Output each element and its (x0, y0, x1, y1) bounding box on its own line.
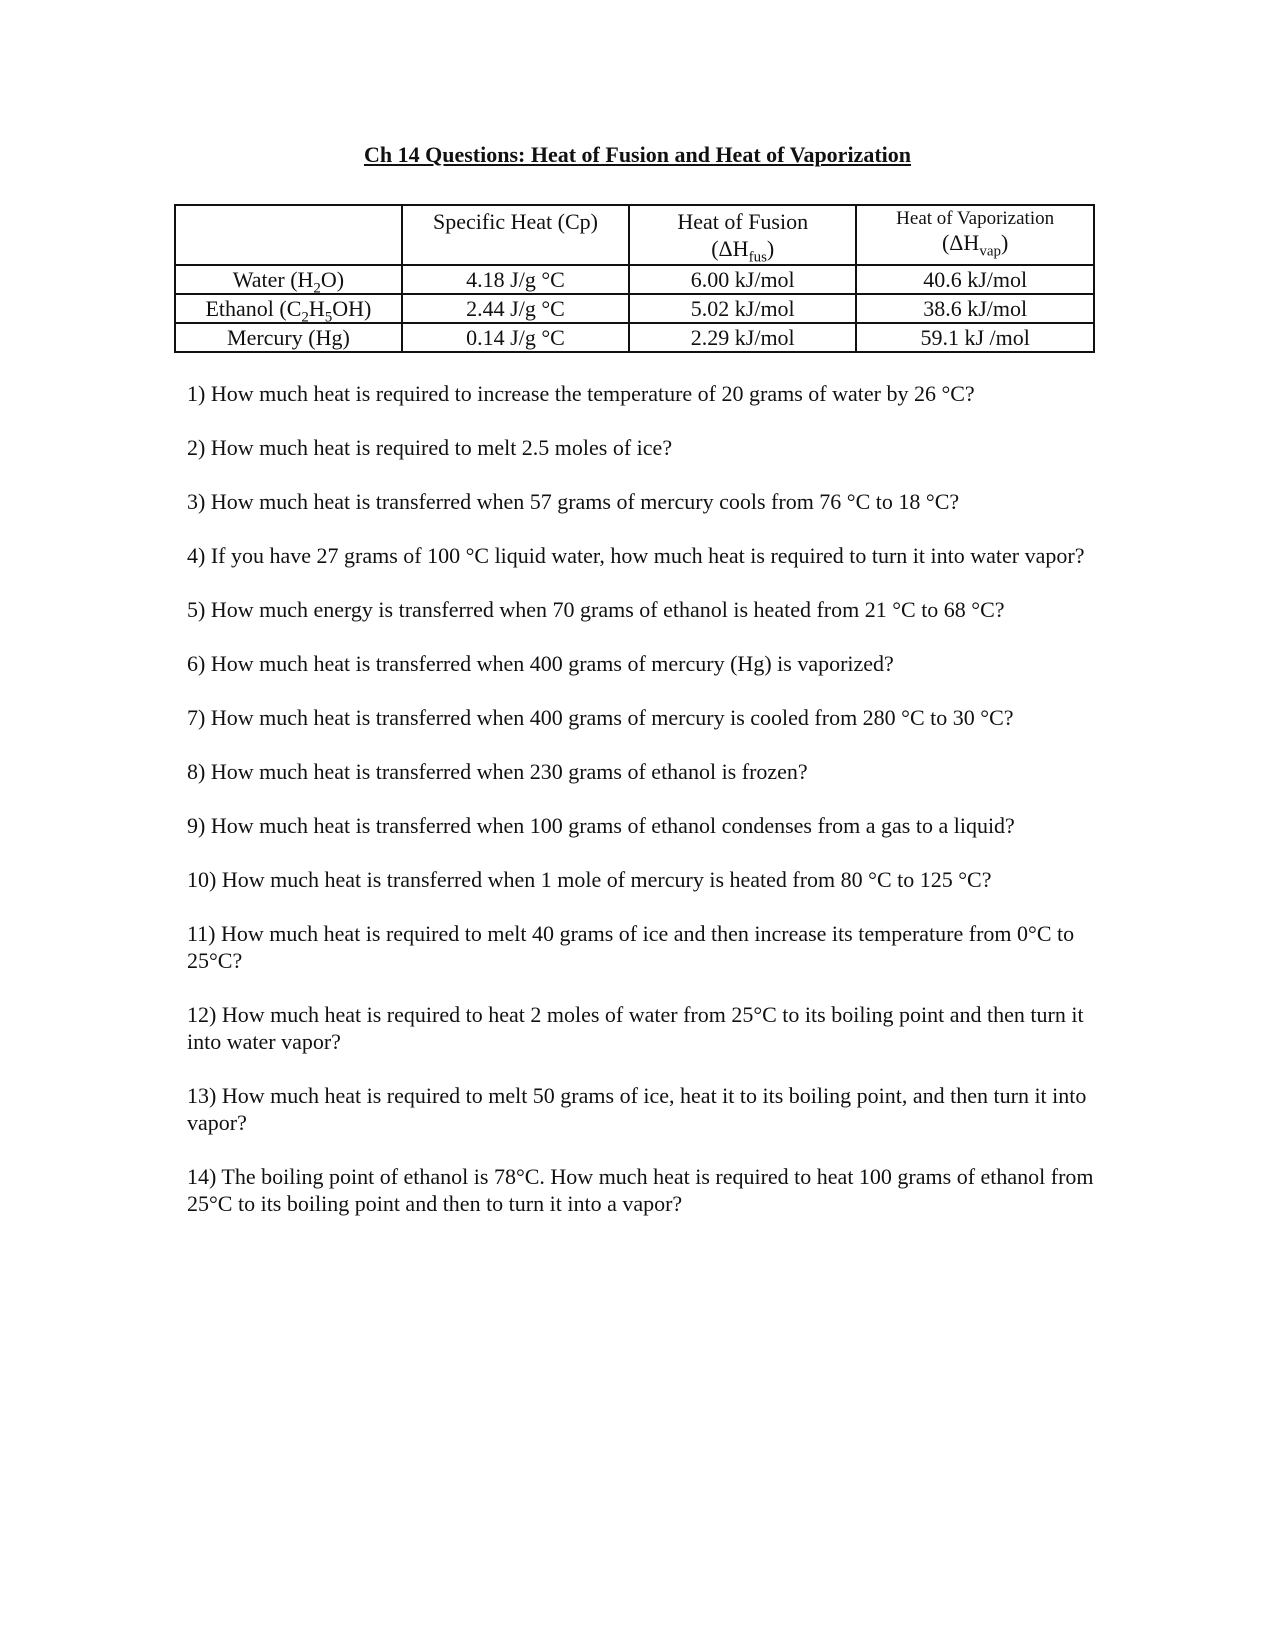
heat-of-fusion-cell: 2.29 kJ/mol (629, 323, 856, 352)
question-8: 8) How much heat is transferred when 230 grams of ethanol is frozen? (187, 759, 808, 784)
header-vaporization-label: Heat of Vaporization (896, 208, 1055, 229)
question-7: 7) How much heat is transferred when 400 grams of mercury is cooled from 280 °C to 30 °C? (187, 705, 1014, 730)
substance-name-cell: Ethanol $(C_2H_5OH)$ (175, 294, 402, 323)
question-13: 13) How much heat is required to melt 50 grams of ice, heat it to its boiling point, and then turn it into vapor? (187, 1083, 1087, 1135)
header-vaporization-sub: vap (979, 243, 1001, 260)
question-2: 2) How much heat is required to melt 2.5 moles of ice? (187, 435, 673, 460)
table-row-ethanol (175, 294, 1094, 323)
header-fusion-close: ) (766, 236, 775, 261)
question-list (187, 380, 1097, 1244)
heat-of-fusion-cell: 5.02 kJ/mol (629, 294, 856, 323)
header-vaporization-symbol: (ΔH (941, 230, 980, 255)
thermo-properties-table (174, 204, 1095, 353)
header-specific-heat: Specific Heat (Cp) (402, 205, 629, 265)
question-5: 5) How much energy is transferred when 70 grams of ethanol is heated from 21 °C to 68 °C? (187, 597, 1005, 622)
heat-of-vaporization-cell: 38.6 kJ/mol (856, 294, 1094, 323)
question-6: 6) How much heat is transferred when 400 grams of mercury (Hg) is vaporized? (187, 651, 894, 676)
substance-name-cell: Water $(H_2O)$ (175, 265, 402, 294)
table-row-mercury (175, 323, 1094, 352)
header-fusion-symbol: (ΔH (711, 236, 749, 261)
substance-name-cell: Mercury (Hg) (175, 323, 402, 352)
heat-of-vaporization-cell: 40.6 kJ/mol (856, 265, 1094, 294)
question-10: 10) How much heat is transferred when 1 mole of mercury is heated from 80 °C to 125 °C? (187, 867, 992, 892)
table-row-water (175, 265, 1094, 294)
question-3: 3) How much heat is transferred when 57 grams of mercury cools from 76 °C to 18 °C? (187, 489, 960, 514)
heat-of-vaporization-cell: 59.1 kJ /mol (856, 323, 1094, 352)
header-heat-of-fusion (629, 205, 856, 265)
table-header-row (175, 205, 1094, 265)
header-vaporization-close: ) (1001, 230, 1009, 255)
question-4: 4) If you have 27 grams of 100 °C liquid water, how much heat is required to turn it into water vapor? (187, 543, 1085, 568)
specific-heat-cell: 0.14 J/g °C (402, 323, 629, 352)
page-title: Ch 14 Questions: Heat of Fusion and Heat of Vaporization (364, 142, 911, 167)
header-fusion-label: Heat of Fusion (677, 209, 809, 234)
specific-heat-cell: 4.18 J/g °C (402, 265, 629, 294)
question-12: 12) How much heat is required to heat 2 moles of water from 25°C to its boiling point and then turn it into water vapor? (187, 1002, 1084, 1054)
heat-of-fusion-cell: 6.00 kJ/mol (629, 265, 856, 294)
question-9: 9) How much heat is transferred when 100 grams of ethanol condenses from a gas to a liquid? (187, 813, 1015, 838)
header-fusion-sub: fus (748, 249, 767, 266)
header-blank-cell (175, 205, 402, 265)
question-1: 1) How much heat is required to increase the temperature of 20 grams of water by 26 °C? (187, 381, 975, 406)
question-11: 11) How much heat is required to melt 40 grams of ice and then increase its temperature from 0°C to 25°C? (187, 921, 1075, 973)
header-heat-of-vaporization (856, 205, 1094, 265)
question-14: 14) The boiling point of ethanol is 78°C. How much heat is required to heat 100 grams of ethanol from 25°C to its boiling point and then to turn it into a vapor? (187, 1164, 1094, 1216)
specific-heat-cell: 2.44 J/g °C (402, 294, 629, 323)
